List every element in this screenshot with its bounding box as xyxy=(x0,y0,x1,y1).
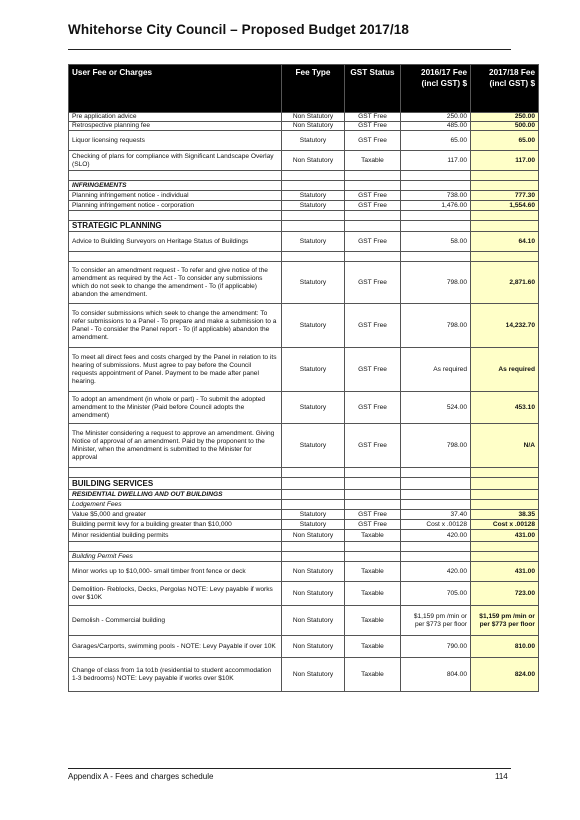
fee-2016-17: Cost x .00128 xyxy=(401,520,471,530)
spacer-row xyxy=(69,211,539,221)
table-row xyxy=(69,113,539,122)
fee-type: Statutory xyxy=(282,348,345,392)
fee-description xyxy=(69,211,282,221)
column-header: Fee Type xyxy=(282,65,345,113)
fee-2017-18: As required xyxy=(471,348,539,392)
fee-type: Non Statutory xyxy=(282,658,345,692)
fee-description: To meet all direct fees and costs charged by the Panel in relation to its hearing of submissions. Must agree to pay before the Council requests appointment of Panel. Payment to be made after panel hearing. xyxy=(69,348,282,392)
table-row xyxy=(69,530,539,542)
fee-2016-17: 58.00 xyxy=(401,232,471,252)
column-header: GST Status xyxy=(345,65,401,113)
fee-description: Minor residential building permits xyxy=(69,530,282,542)
table-row xyxy=(69,658,539,692)
fee-type: Non Statutory xyxy=(282,113,345,122)
fees-table xyxy=(68,64,539,692)
fee-description: RESIDENTIAL DWELLING AND OUT BUILDINGS xyxy=(69,490,282,500)
fee-2017-18: 64.10 xyxy=(471,232,539,252)
fee-type xyxy=(282,552,345,562)
fee-description: Building permit levy for a building greater than $10,000 xyxy=(69,520,282,530)
fee-description: To adopt an amendment (in whole or part) - To submit the adopted amendment to the Minister (Paid before Council adopts the amendment) xyxy=(69,392,282,424)
table-row xyxy=(69,191,539,201)
gst-status: Taxable xyxy=(345,562,401,582)
table-row xyxy=(69,510,539,520)
gst-status: GST Free xyxy=(345,131,401,151)
fee-2016-17 xyxy=(401,221,471,232)
fee-2017-18: 810.00 xyxy=(471,636,539,658)
fee-2017-18 xyxy=(471,181,539,191)
fee-2017-18 xyxy=(471,252,539,262)
fee-2016-17 xyxy=(401,252,471,262)
fee-type: Non Statutory xyxy=(282,562,345,582)
table-row xyxy=(69,424,539,468)
fee-type: Statutory xyxy=(282,510,345,520)
fee-2017-18: 453.10 xyxy=(471,392,539,424)
fee-2017-18 xyxy=(471,490,539,500)
fee-2017-18: 500.00 xyxy=(471,122,539,131)
fee-type xyxy=(282,500,345,510)
fee-2016-17: 250.00 xyxy=(401,113,471,122)
footer-label: Appendix A - Fees and charges schedule xyxy=(68,772,214,781)
fee-description: BUILDING SERVICES xyxy=(69,478,282,490)
fee-2016-17: $1,159 pm /min or per $773 per floor xyxy=(401,606,471,636)
gst-status: Taxable xyxy=(345,636,401,658)
fee-2016-17 xyxy=(401,171,471,181)
fee-2017-18: 431.00 xyxy=(471,530,539,542)
fee-description: The Minister considering a request to approve an amendment. Giving Notice of approval of an amendment. Paid by the proponent to the Minister, when the amendment is submitted to the Minister for approval xyxy=(69,424,282,468)
fee-2016-17 xyxy=(401,552,471,562)
fee-2016-17 xyxy=(401,211,471,221)
fee-description: Lodgement Fees xyxy=(69,500,282,510)
spacer-row xyxy=(69,171,539,181)
table-row xyxy=(69,131,539,151)
fee-type xyxy=(282,171,345,181)
section-header-row xyxy=(69,478,539,490)
fee-2017-18: 431.00 xyxy=(471,562,539,582)
gst-status: GST Free xyxy=(345,232,401,252)
table-row xyxy=(69,262,539,304)
fee-type: Statutory xyxy=(282,304,345,348)
gst-status: GST Free xyxy=(345,262,401,304)
fee-type xyxy=(282,181,345,191)
table-row xyxy=(69,392,539,424)
fee-type: Statutory xyxy=(282,191,345,201)
table-row xyxy=(69,606,539,636)
fee-type: Statutory xyxy=(282,232,345,252)
gst-status: GST Free xyxy=(345,201,401,211)
fee-description: Retrospective planning fee xyxy=(69,122,282,131)
fee-type: Non Statutory xyxy=(282,582,345,606)
fee-description: Building Permit Fees xyxy=(69,552,282,562)
fee-description xyxy=(69,468,282,478)
fee-2017-18: 117.00 xyxy=(471,151,539,171)
subsection-row xyxy=(69,181,539,191)
fee-type: Non Statutory xyxy=(282,530,345,542)
column-header: 2016/17 Fee (incl GST) $ xyxy=(401,65,471,113)
fee-2016-17: 798.00 xyxy=(401,304,471,348)
gst-status xyxy=(345,552,401,562)
fee-description: INFRINGEMENTS xyxy=(69,181,282,191)
fee-2017-18: 777.30 xyxy=(471,191,539,201)
table-row xyxy=(69,232,539,252)
fee-2016-17 xyxy=(401,490,471,500)
fee-2016-17: 420.00 xyxy=(401,562,471,582)
gst-status xyxy=(345,171,401,181)
fee-2016-17: 65.00 xyxy=(401,131,471,151)
title-divider xyxy=(68,49,511,50)
fee-2016-17 xyxy=(401,181,471,191)
fee-type: Statutory xyxy=(282,520,345,530)
fee-2017-18: 38.35 xyxy=(471,510,539,520)
fee-2017-18: $1,159 pm /min or per $773 per floor xyxy=(471,606,539,636)
gst-status xyxy=(345,211,401,221)
fee-type: Statutory xyxy=(282,392,345,424)
fee-type xyxy=(282,252,345,262)
fee-2016-17: 798.00 xyxy=(401,262,471,304)
fee-type xyxy=(282,221,345,232)
gst-status: GST Free xyxy=(345,510,401,520)
fee-type xyxy=(282,211,345,221)
gst-status: Taxable xyxy=(345,151,401,171)
table-row xyxy=(69,201,539,211)
fee-type: Statutory xyxy=(282,262,345,304)
table-row xyxy=(69,582,539,606)
fee-2016-17: 37.40 xyxy=(401,510,471,520)
fee-2016-17: 420.00 xyxy=(401,530,471,542)
gst-status: GST Free xyxy=(345,392,401,424)
column-header: User Fee or Charges xyxy=(69,65,282,113)
page-number: 114 xyxy=(495,772,508,781)
fee-description xyxy=(69,171,282,181)
fee-type: Statutory xyxy=(282,201,345,211)
footer-divider xyxy=(68,768,511,769)
fee-2016-17: 524.00 xyxy=(401,392,471,424)
table-row xyxy=(69,122,539,131)
fee-2016-17 xyxy=(401,542,471,552)
spacer-row xyxy=(69,542,539,552)
fee-2017-18: 14,232.70 xyxy=(471,304,539,348)
fee-description: Advice to Building Surveyors on Heritage Status of Buildings xyxy=(69,232,282,252)
gst-status: GST Free xyxy=(345,304,401,348)
fee-description: Minor works up to $10,000- small timber front fence or deck xyxy=(69,562,282,582)
fee-description: To consider an amendment request - To refer and give notice of the amendment as required by the Act - To consider any submissions which do not seek to change the amendment - To (if applicable) abandon the amendment. xyxy=(69,262,282,304)
table-row xyxy=(69,562,539,582)
fee-2017-18 xyxy=(471,478,539,490)
gst-status: Taxable xyxy=(345,582,401,606)
gst-status: GST Free xyxy=(345,424,401,468)
fee-2016-17: 738.00 xyxy=(401,191,471,201)
fee-type xyxy=(282,542,345,552)
table-header-row xyxy=(69,65,539,113)
fee-2016-17: 790.00 xyxy=(401,636,471,658)
gst-status: Taxable xyxy=(345,530,401,542)
fee-description xyxy=(69,252,282,262)
gst-status xyxy=(345,181,401,191)
fee-2016-17 xyxy=(401,468,471,478)
gst-status: GST Free xyxy=(345,520,401,530)
fee-type: Non Statutory xyxy=(282,122,345,131)
fee-type: Non Statutory xyxy=(282,636,345,658)
table-row xyxy=(69,636,539,658)
fee-type: Statutory xyxy=(282,424,345,468)
fee-2016-17 xyxy=(401,500,471,510)
fee-2017-18 xyxy=(471,542,539,552)
gst-status xyxy=(345,468,401,478)
fee-2016-17: 485.00 xyxy=(401,122,471,131)
fee-type: Non Statutory xyxy=(282,151,345,171)
fee-2017-18: 824.00 xyxy=(471,658,539,692)
fee-description: Garages/Carports, swimming pools - NOTE: Levy Payable if over 10K xyxy=(69,636,282,658)
gst-status: GST Free xyxy=(345,122,401,131)
gst-status xyxy=(345,490,401,500)
fee-description: Demolish - Commercial building xyxy=(69,606,282,636)
fee-description: Value $5,000 and greater xyxy=(69,510,282,520)
fee-2017-18: N/A xyxy=(471,424,539,468)
table-row xyxy=(69,348,539,392)
fee-2016-17: 804.00 xyxy=(401,658,471,692)
gst-status xyxy=(345,252,401,262)
spacer-row xyxy=(69,252,539,262)
fee-2017-18: 65.00 xyxy=(471,131,539,151)
gst-status: GST Free xyxy=(345,113,401,122)
fee-2017-18: Cost x .00128 xyxy=(471,520,539,530)
fee-2017-18: 723.00 xyxy=(471,582,539,606)
fee-2017-18 xyxy=(471,468,539,478)
subsection-row xyxy=(69,490,539,500)
table-row xyxy=(69,520,539,530)
gst-status: Taxable xyxy=(345,658,401,692)
fee-2016-17: As required xyxy=(401,348,471,392)
fee-type: Non Statutory xyxy=(282,606,345,636)
gst-status xyxy=(345,542,401,552)
fee-2017-18: 2,871.60 xyxy=(471,262,539,304)
fee-2017-18: 250.00 xyxy=(471,113,539,122)
fee-2017-18 xyxy=(471,221,539,232)
fee-2016-17: 1,476.00 xyxy=(401,201,471,211)
fee-description: Pre application advice xyxy=(69,113,282,122)
fee-type xyxy=(282,478,345,490)
fee-type: Statutory xyxy=(282,131,345,151)
fee-description: Demolition- Reblocks, Decks, Pergolas NOTE: Levy payable if works over $10K xyxy=(69,582,282,606)
fee-description: Planning infringement notice - corporation xyxy=(69,201,282,211)
fee-description: Planning infringement notice - individual xyxy=(69,191,282,201)
fee-description: Change of class from 1a to1b (residential to student accommodation 1-3 bedrooms) NOTE: Levy payable if works over $10K xyxy=(69,658,282,692)
fee-description: STRATEGIC PLANNING xyxy=(69,221,282,232)
table-row xyxy=(69,151,539,171)
fee-type xyxy=(282,468,345,478)
section-header-row xyxy=(69,221,539,232)
subsection-row xyxy=(69,552,539,562)
fee-description: Liquor licensing requests xyxy=(69,131,282,151)
column-header: 2017/18 Fee (incl GST) $ xyxy=(471,65,539,113)
fee-description: To consider submissions which seek to change the amendment: To refer submissions to a Panel - To prepare and make a submission to a Panel - To consider the Panel report - To (if applicable) abandon the amendment. xyxy=(69,304,282,348)
fee-2017-18 xyxy=(471,552,539,562)
gst-status: Taxable xyxy=(345,606,401,636)
fee-2017-18: 1,554.60 xyxy=(471,201,539,211)
spacer-row xyxy=(69,468,539,478)
gst-status xyxy=(345,221,401,232)
gst-status: GST Free xyxy=(345,348,401,392)
gst-status xyxy=(345,478,401,490)
fee-2016-17: 798.00 xyxy=(401,424,471,468)
fee-type xyxy=(282,490,345,500)
page-title: Whitehorse City Council – Proposed Budget 2017/18 xyxy=(68,22,409,37)
fee-description xyxy=(69,542,282,552)
fee-2016-17: 117.00 xyxy=(401,151,471,171)
gst-status: GST Free xyxy=(345,191,401,201)
fee-description: Checking of plans for compliance with Significant Landscape Overlay (SLO) xyxy=(69,151,282,171)
subsection-row xyxy=(69,500,539,510)
fee-2016-17 xyxy=(401,478,471,490)
fee-2016-17: 705.00 xyxy=(401,582,471,606)
fee-2017-18 xyxy=(471,500,539,510)
fee-2017-18 xyxy=(471,211,539,221)
table-row xyxy=(69,304,539,348)
fee-2017-18 xyxy=(471,171,539,181)
gst-status xyxy=(345,500,401,510)
